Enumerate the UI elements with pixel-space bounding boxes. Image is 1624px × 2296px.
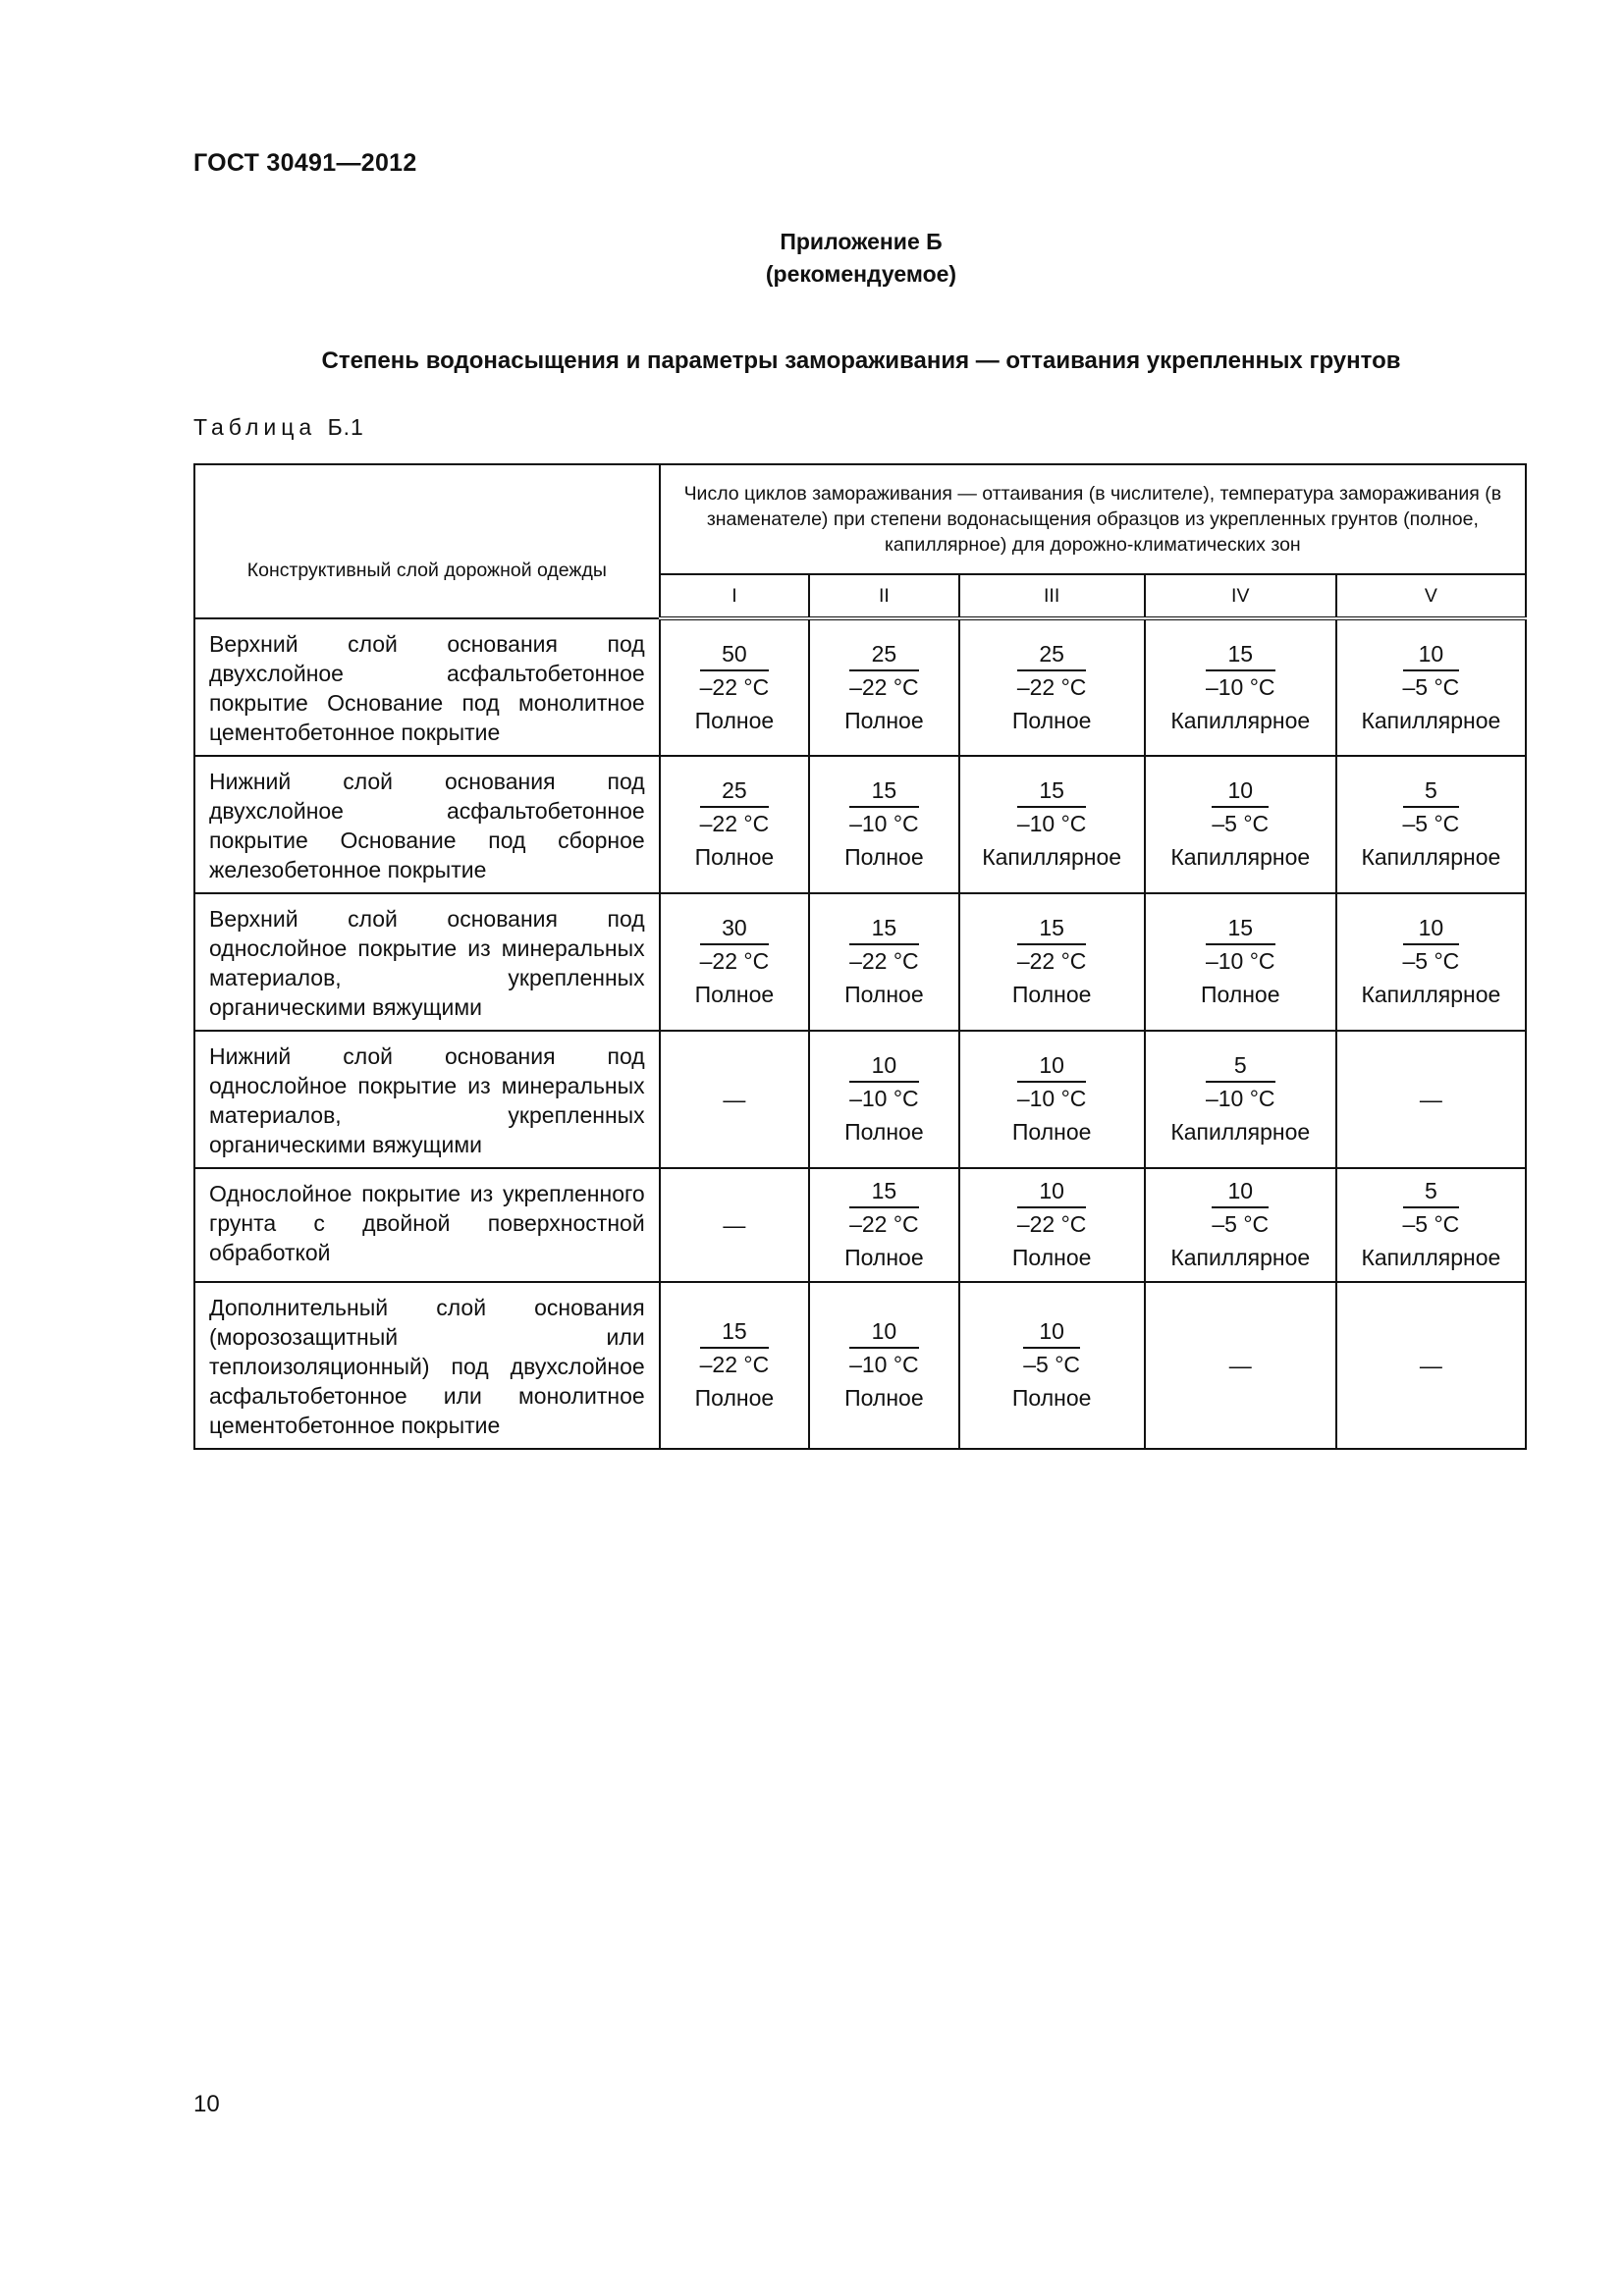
saturation-degree: Полное xyxy=(694,982,775,1007)
value-cell xyxy=(660,893,809,1031)
saturation-degree: Полное xyxy=(1011,1119,1092,1145)
annex-title: Приложение Б xyxy=(780,229,943,254)
cycles-count: 15 xyxy=(849,1175,919,1208)
cycles-count: 15 xyxy=(1017,774,1087,808)
layer-name: Верхний слой основания под однослойное покрытие из минеральных материалов, укрепленных органическими вяжущими xyxy=(194,893,660,1031)
freezing-temperature: –10 °C xyxy=(849,811,919,836)
saturation-degree: Капиллярное xyxy=(1361,707,1501,733)
saturation-degree: Полное xyxy=(1011,707,1092,733)
cycles-temperature-fraction xyxy=(1212,774,1269,839)
saturation-degree: Полное xyxy=(1011,982,1092,1007)
value-cell xyxy=(809,1168,958,1282)
freezing-temperature: –22 °C xyxy=(1016,673,1087,700)
cycles-temperature-fraction xyxy=(1212,1175,1269,1240)
cycles-count: 15 xyxy=(1206,912,1275,945)
no-value-dash: — xyxy=(1419,1086,1442,1112)
table-label-number: Б.1 xyxy=(327,414,364,440)
freezing-temperature: –22 °C xyxy=(1016,1211,1087,1237)
layer-name: Однослойное покрытие из укрепленного грунта с двойной поверхностной обработкой xyxy=(194,1168,660,1282)
cycles-count: 5 xyxy=(1206,1049,1275,1083)
annex-status: (рекомендуемое) xyxy=(765,261,957,287)
freezing-temperature: –10 °C xyxy=(849,1086,919,1111)
freezing-temperature: –10 °C xyxy=(1205,673,1275,700)
cycles-count: 15 xyxy=(849,774,919,808)
saturation-degree: Полное xyxy=(1011,1385,1092,1411)
layer-name: Дополнительный слой основания (морозозащитный или теплоизоляционный) под двухслойное асфальтобетонное или монолитное цементобетонное покрытие xyxy=(194,1282,660,1449)
freezing-temperature: –10 °C xyxy=(849,1352,919,1377)
table-row xyxy=(194,756,1526,893)
saturation-degree: Капиллярное xyxy=(1361,1245,1501,1270)
value-cell xyxy=(959,618,1145,756)
value-cell xyxy=(1336,1031,1526,1168)
value-cell xyxy=(1145,756,1336,893)
value-cell xyxy=(959,893,1145,1031)
cycles-temperature-fraction xyxy=(849,1315,919,1380)
freezing-temperature: –22 °C xyxy=(849,673,919,700)
table-label-word: Таблица xyxy=(193,414,317,440)
cycles-count: 10 xyxy=(1403,638,1460,671)
table-row xyxy=(194,893,1526,1031)
value-cell xyxy=(660,1031,809,1168)
value-cell xyxy=(809,1282,958,1449)
cycles-temperature-fraction xyxy=(849,1049,919,1114)
cycles-count: 50 xyxy=(700,638,770,671)
cycles-count: 10 xyxy=(1017,1049,1087,1083)
freezing-temperature: –10 °C xyxy=(1205,948,1275,974)
cycles-count: 5 xyxy=(1403,1175,1460,1208)
cycles-count: 10 xyxy=(1023,1315,1080,1349)
saturation-degree: Капиллярное xyxy=(1170,1119,1311,1145)
saturation-degree: Капиллярное xyxy=(1361,844,1501,870)
freezing-temperature: –22 °C xyxy=(1016,948,1087,974)
saturation-degree: Полное xyxy=(844,1119,924,1145)
freezing-temperature: –5 °C xyxy=(1402,1211,1460,1237)
cycles-count: 25 xyxy=(849,638,919,671)
value-cell xyxy=(1145,618,1336,756)
cycles-temperature-fraction xyxy=(700,638,770,703)
freezing-temperature: –10 °C xyxy=(1205,1086,1275,1111)
cycles-count: 10 xyxy=(1212,1175,1269,1208)
table-label xyxy=(193,414,364,441)
layer-name: Нижний слой основания под однослойное покрытие из минеральных материалов, укрепленных органическими вяжущими xyxy=(194,1031,660,1168)
freezing-temperature: –22 °C xyxy=(699,948,770,974)
cycles-temperature-fraction xyxy=(700,912,770,977)
saturation-degree: Полное xyxy=(844,707,924,733)
cycles-temperature-fraction xyxy=(1403,774,1460,839)
cycles-count: 10 xyxy=(849,1315,919,1349)
cycles-temperature-fraction xyxy=(1017,1175,1087,1240)
cycles-count: 15 xyxy=(1017,912,1087,945)
table-body xyxy=(194,618,1526,1449)
value-cell xyxy=(660,1282,809,1449)
cycles-temperature-fraction xyxy=(1403,638,1460,703)
freezing-temperature: –5 °C xyxy=(1212,811,1270,836)
saturation-degree: Полное xyxy=(694,1385,775,1411)
freezing-temperature: –22 °C xyxy=(699,1352,770,1377)
freezing-temperature: –22 °C xyxy=(699,673,770,700)
cycles-count: 25 xyxy=(1017,638,1087,671)
freezing-temperature: –22 °C xyxy=(849,1211,919,1237)
zone-header-3: III xyxy=(959,574,1145,618)
value-cell xyxy=(1145,893,1336,1031)
freezing-temperature: –5 °C xyxy=(1402,948,1460,974)
cycles-count: 5 xyxy=(1403,774,1460,808)
document-code: ГОСТ 30491—2012 xyxy=(193,149,417,177)
freezing-temperature: –5 °C xyxy=(1402,673,1460,700)
zone-header-4: IV xyxy=(1145,574,1336,618)
saturation-degree: Капиллярное xyxy=(1170,844,1311,870)
value-cell xyxy=(959,1031,1145,1168)
saturation-degree: Капиллярное xyxy=(1170,707,1311,733)
cycles-temperature-fraction xyxy=(1403,1175,1460,1240)
value-cell xyxy=(959,756,1145,893)
cycles-temperature-fraction xyxy=(1206,638,1275,703)
no-value-dash: — xyxy=(1228,1352,1252,1378)
cycles-temperature-fraction xyxy=(849,1175,919,1240)
cycles-temperature-fraction xyxy=(1017,774,1087,839)
cycles-temperature-fraction xyxy=(1206,1049,1275,1114)
table-row xyxy=(194,1282,1526,1449)
cycles-temperature-fraction xyxy=(1017,638,1087,703)
no-value-dash: — xyxy=(723,1086,746,1112)
cycles-temperature-fraction xyxy=(700,1315,770,1380)
table-row xyxy=(194,618,1526,756)
value-cell xyxy=(660,618,809,756)
saturation-degree: Полное xyxy=(694,707,775,733)
saturation-degree: Полное xyxy=(844,1385,924,1411)
saturation-degree: Полное xyxy=(1011,1245,1092,1270)
cycles-count: 10 xyxy=(1017,1175,1087,1208)
value-cell xyxy=(809,893,958,1031)
saturation-degree: Капиллярное xyxy=(1361,982,1501,1007)
value-cell xyxy=(809,756,958,893)
cycles-temperature-fraction xyxy=(1206,912,1275,977)
cycles-count: 25 xyxy=(700,774,770,808)
freezing-temperature: –10 °C xyxy=(1016,1086,1087,1111)
saturation-degree: Полное xyxy=(844,1245,924,1270)
page-number: 10 xyxy=(193,2091,220,2117)
table-row xyxy=(194,1168,1526,1282)
table-row xyxy=(194,1031,1526,1168)
cycles-temperature-fraction xyxy=(849,774,919,839)
layer-name: Нижний слой основания под двухслойное асфальтобетонное покрытие Основание под сборное железобетонное покрытие xyxy=(194,756,660,893)
freezing-temperature: –22 °C xyxy=(699,811,770,836)
zone-header-1: I xyxy=(660,574,809,618)
no-value-dash: — xyxy=(1419,1352,1442,1378)
cycles-temperature-fraction xyxy=(1023,1315,1080,1380)
cycles-count: 10 xyxy=(849,1049,919,1083)
value-cell xyxy=(660,756,809,893)
saturation-degree: Полное xyxy=(844,982,924,1007)
cycles-count: 10 xyxy=(1403,912,1460,945)
freezing-temperature: –22 °C xyxy=(849,948,919,974)
saturation-degree: Полное xyxy=(694,844,775,870)
table-header-row xyxy=(194,464,1526,574)
saturation-degree: Полное xyxy=(1200,982,1280,1007)
freeze-thaw-table xyxy=(193,463,1527,1450)
value-cell xyxy=(959,1168,1145,1282)
cycles-count: 15 xyxy=(700,1315,770,1349)
cycles-temperature-fraction xyxy=(1017,912,1087,977)
value-cell xyxy=(1336,618,1526,756)
value-cell xyxy=(1336,1168,1526,1282)
cycles-count: 15 xyxy=(1206,638,1275,671)
zone-header-5: V xyxy=(1336,574,1526,618)
cycles-temperature-fraction xyxy=(1017,1049,1087,1114)
value-cell xyxy=(1145,1282,1336,1449)
cycles-temperature-fraction xyxy=(849,912,919,977)
value-cell xyxy=(660,1168,809,1282)
layer-name: Верхний слой основания под двухслойное асфальтобетонное покрытие Основание под монолитное цементобетонное покрытие xyxy=(194,618,660,756)
cycles-count: 10 xyxy=(1212,774,1269,808)
header-layer: Конструктивный слой дорожной одежды xyxy=(194,464,660,618)
value-cell xyxy=(1336,1282,1526,1449)
freezing-temperature: –5 °C xyxy=(1402,811,1460,836)
cycles-count: 30 xyxy=(700,912,770,945)
cycles-temperature-fraction xyxy=(700,774,770,839)
saturation-degree: Полное xyxy=(844,844,924,870)
value-cell xyxy=(1336,756,1526,893)
value-cell xyxy=(809,618,958,756)
saturation-degree: Капиллярное xyxy=(982,844,1122,870)
cycles-count: 15 xyxy=(849,912,919,945)
cycles-temperature-fraction xyxy=(849,638,919,703)
section-title: Степень водонасыщения и параметры замораживания — оттаивания укрепленных грунтов xyxy=(321,347,1401,374)
value-cell xyxy=(959,1282,1145,1449)
freezing-temperature: –10 °C xyxy=(1016,811,1087,836)
cycles-temperature-fraction xyxy=(1403,912,1460,977)
zone-header-2: II xyxy=(809,574,958,618)
header-values: Число циклов замораживания — оттаивания (в числителе), температура замораживания (в знаменателе) при степени водонасыщения образцов из укрепленных грунтов (полное, капиллярное) для дорожно-климатических зон xyxy=(660,464,1526,574)
saturation-degree: Капиллярное xyxy=(1170,1245,1311,1270)
value-cell xyxy=(1336,893,1526,1031)
no-value-dash: — xyxy=(723,1211,746,1238)
value-cell xyxy=(1145,1031,1336,1168)
value-cell xyxy=(809,1031,958,1168)
freezing-temperature: –5 °C xyxy=(1023,1352,1081,1377)
freezing-temperature: –5 °C xyxy=(1212,1211,1270,1237)
annex-heading xyxy=(0,226,1624,291)
value-cell xyxy=(1145,1168,1336,1282)
